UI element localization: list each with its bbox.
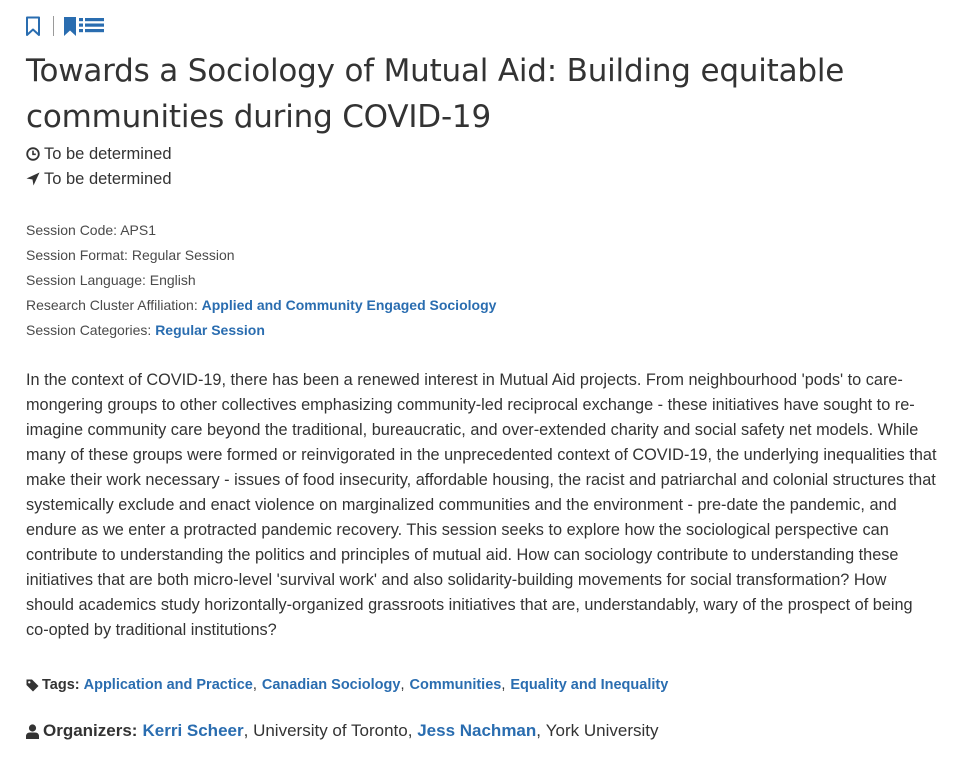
tag-link[interactable]: Communities (409, 677, 502, 693)
organizer-name-link[interactable]: Kerri Scheer (142, 721, 244, 740)
tags-label: Tags: (42, 677, 80, 693)
organizers-label: Organizers: (43, 721, 138, 740)
session-location (26, 168, 172, 190)
bookmark-button[interactable] (25, 16, 41, 37)
organizers-row: Organizers: Kerri Scheer , University of Toronto , Jess Nachman , York University (26, 718, 659, 744)
organizer-name-link[interactable]: Jess Nachman (417, 721, 537, 740)
bookmark-list-icon (64, 16, 104, 37)
tag-icon (26, 679, 39, 692)
session-time (26, 143, 172, 165)
tag-link[interactable]: Canadian Sociology (261, 677, 401, 693)
location-arrow-icon (26, 172, 40, 186)
organizer-affiliation: York University (545, 721, 659, 740)
session-location-value: To be determined (44, 170, 172, 188)
session-categories-row: Session Categories: Regular Session (26, 322, 265, 338)
session-category-link[interactable]: Regular Session (155, 322, 265, 338)
research-cluster-row: Research Cluster Affiliation: Applied and Community Engaged Sociology (26, 297, 497, 313)
toolbar-divider (53, 16, 54, 36)
session-code-row: Session Code: APS1 (26, 222, 156, 238)
tag-link[interactable]: Equality and Inequality (510, 677, 669, 693)
session-format-row: Session Format: Regular Session (26, 247, 235, 263)
tags-row: Tags: Application and Practice , Canadian Sociology , Communities , Equality and Inequality (26, 673, 668, 697)
session-code-value: APS1 (120, 222, 156, 238)
tag-link[interactable]: Application and Practice (83, 677, 253, 693)
organizer-affiliation: University of Toronto (253, 721, 408, 740)
session-details (26, 218, 496, 343)
session-description: In the context of COVID-19, there has been a renewed interest in Mutual Aid projects. From neighbourhood 'pods' to care-mongering groups to other collectives emphasizing community-led reciprocal exchange - these initiatives have sought to re-imagine community care beyond the traditional, bureaucratic, and over-extended charity and social safety net models. While many of these groups were formed or reinvigorated in the unprecedented context of COVID-19, the underlying inequalities that make their work necessary - issues of food insecurity, affordable housing, the racist and patriarchal and colonial structures that systemically exclude and enact violence on marginalized communities and the environment - pre-date the pandemic, and endure as we enter a protracted pandemic recovery. This session seeks to explore how the sociological perspective can contribute to understanding the politics and principles of mutual aid. How can sociology contribute to understanding these initiatives that are both micro-level 'survival work' and also solidarity-building movements for social transformation? How should academics study horizontally-organized grassroots initiatives that are, understandably, wary of the prospect of being co-opted by traditional institutions? (26, 371, 937, 639)
toolbar (25, 15, 104, 37)
research-cluster-link[interactable]: Applied and Community Engaged Sociology (201, 297, 497, 313)
session-language-value: English (149, 272, 196, 288)
session-format-value: Regular Session (131, 247, 235, 263)
add-to-agenda-button[interactable] (64, 16, 104, 37)
clock-icon (26, 147, 40, 161)
bookmark-outline-icon (25, 16, 41, 37)
session-title: Towards a Sociology of Mutual Aid: Building equitable communities during COVID-19 (26, 53, 845, 135)
session-language-row: Session Language: English (26, 272, 196, 288)
user-icon (26, 724, 39, 739)
session-time-value: To be determined (44, 145, 172, 163)
